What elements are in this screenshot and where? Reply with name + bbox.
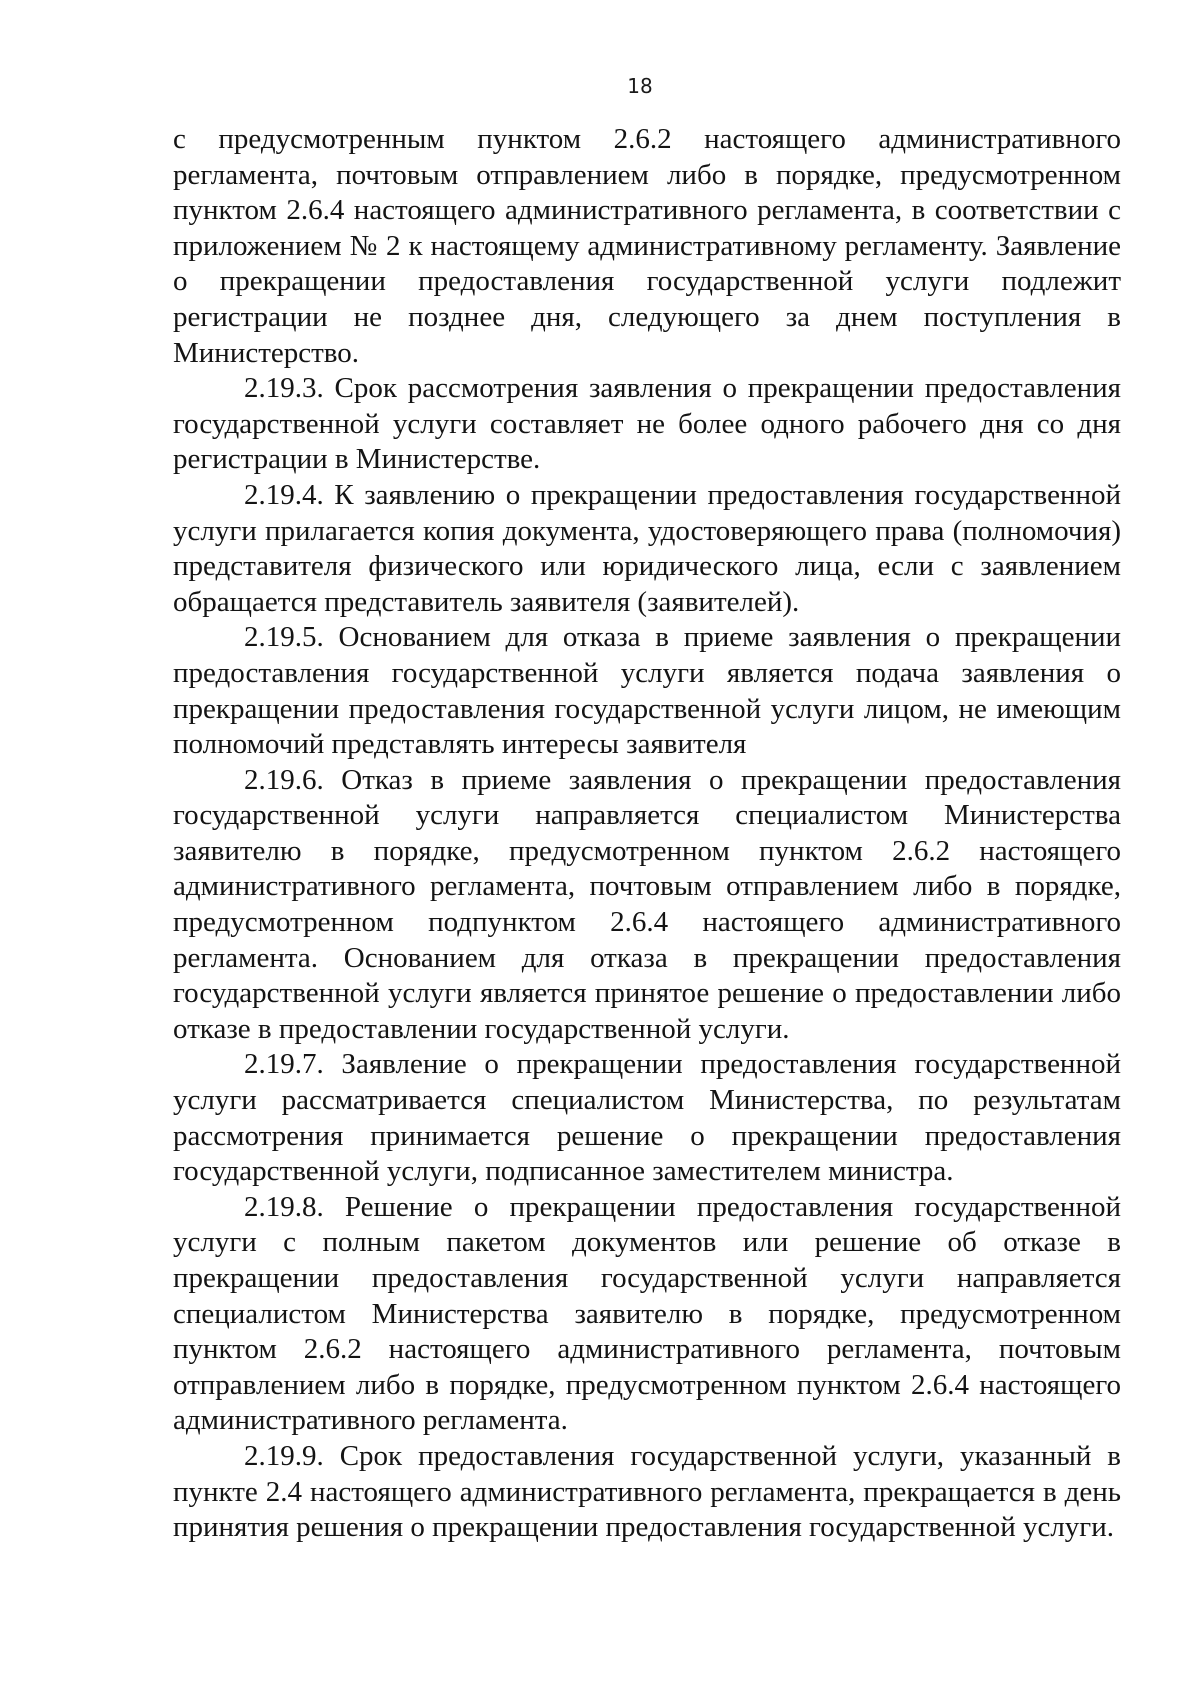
paragraph-2-19-4: 2.19.4. К заявлению о прекращении предоставления государственной услуги прилагается копия документа, удостоверяющего права (полномочия) представителя физического или юридического лица, если с заявлением обращается представитель заявителя (заявителей).	[173, 478, 1121, 618]
paragraph-2-19-7: 2.19.7. Заявление о прекращении предоставления государственной услуги рассматривается специалистом Министерства, по результатам рассмотрения принимается решение о прекращении предоставления государственной услуги, подписанное заместителем министра.	[173, 1048, 1121, 1188]
paragraph-2-19-9: 2.19.9. Срок предоставления государственной услуги, указанный в пункте 2.4 настоящего административного регламента, прекращается в день принятия решения о прекращении предоставления государственной услуги.	[173, 1439, 1121, 1544]
page-number: 18	[627, 74, 653, 98]
document-body	[173, 122, 1121, 1546]
paragraph-continuation: с предусмотренным пунктом 2.6.2 настоящего административного регламента, почтовым отправлением либо в порядке, предусмотренном пунктом 2.6.4 настоящего административного регламента, в соответствии с приложением № 2 к настоящему административному регламенту. Заявление о прекращении предоставления государственной услуги подлежит регистрации не позднее дня, следующего за днем поступления в Министерство.	[173, 123, 1121, 369]
paragraph-2-19-6: 2.19.6. Отказ в приеме заявления о прекращении предоставления государственной услуги направляется специалистом Министерства заявителю в порядке, предусмотренном пунктом 2.6.2 настоящего административного регламента, почтовым отправлением либо в порядке, предусмотренном подпунктом 2.6.4 настоящего административного регламента. Основанием для отказа в прекращении предоставления государственной услуги является принятое решение о предоставлении либо отказе в предоставлении государственной услуги.	[173, 763, 1121, 1045]
paragraph-2-19-3: 2.19.3. Срок рассмотрения заявления о прекращении предоставления государственной услуги составляет не более одного рабочего дня со дня регистрации в Министерстве.	[173, 372, 1121, 476]
paragraph-2-19-5: 2.19.5. Основанием для отказа в приеме заявления о прекращении предоставления государственной услуги является подача заявления о прекращении предоставления государственной услуги лицом, не имеющим полномочий представлять интересы заявителя	[173, 621, 1121, 761]
paragraph-2-19-8: 2.19.8. Решение о прекращении предоставления государственной услуги с полным пакетом документов или решение об отказе в прекращении предоставления государственной услуги направляется специалистом Министерства заявителю в порядке, предусмотренном пунктом 2.6.2 настоящего административного регламента, почтовым отправлением либо в порядке, предусмотренном пунктом 2.6.4 настоящего административного регламента.	[173, 1190, 1121, 1437]
